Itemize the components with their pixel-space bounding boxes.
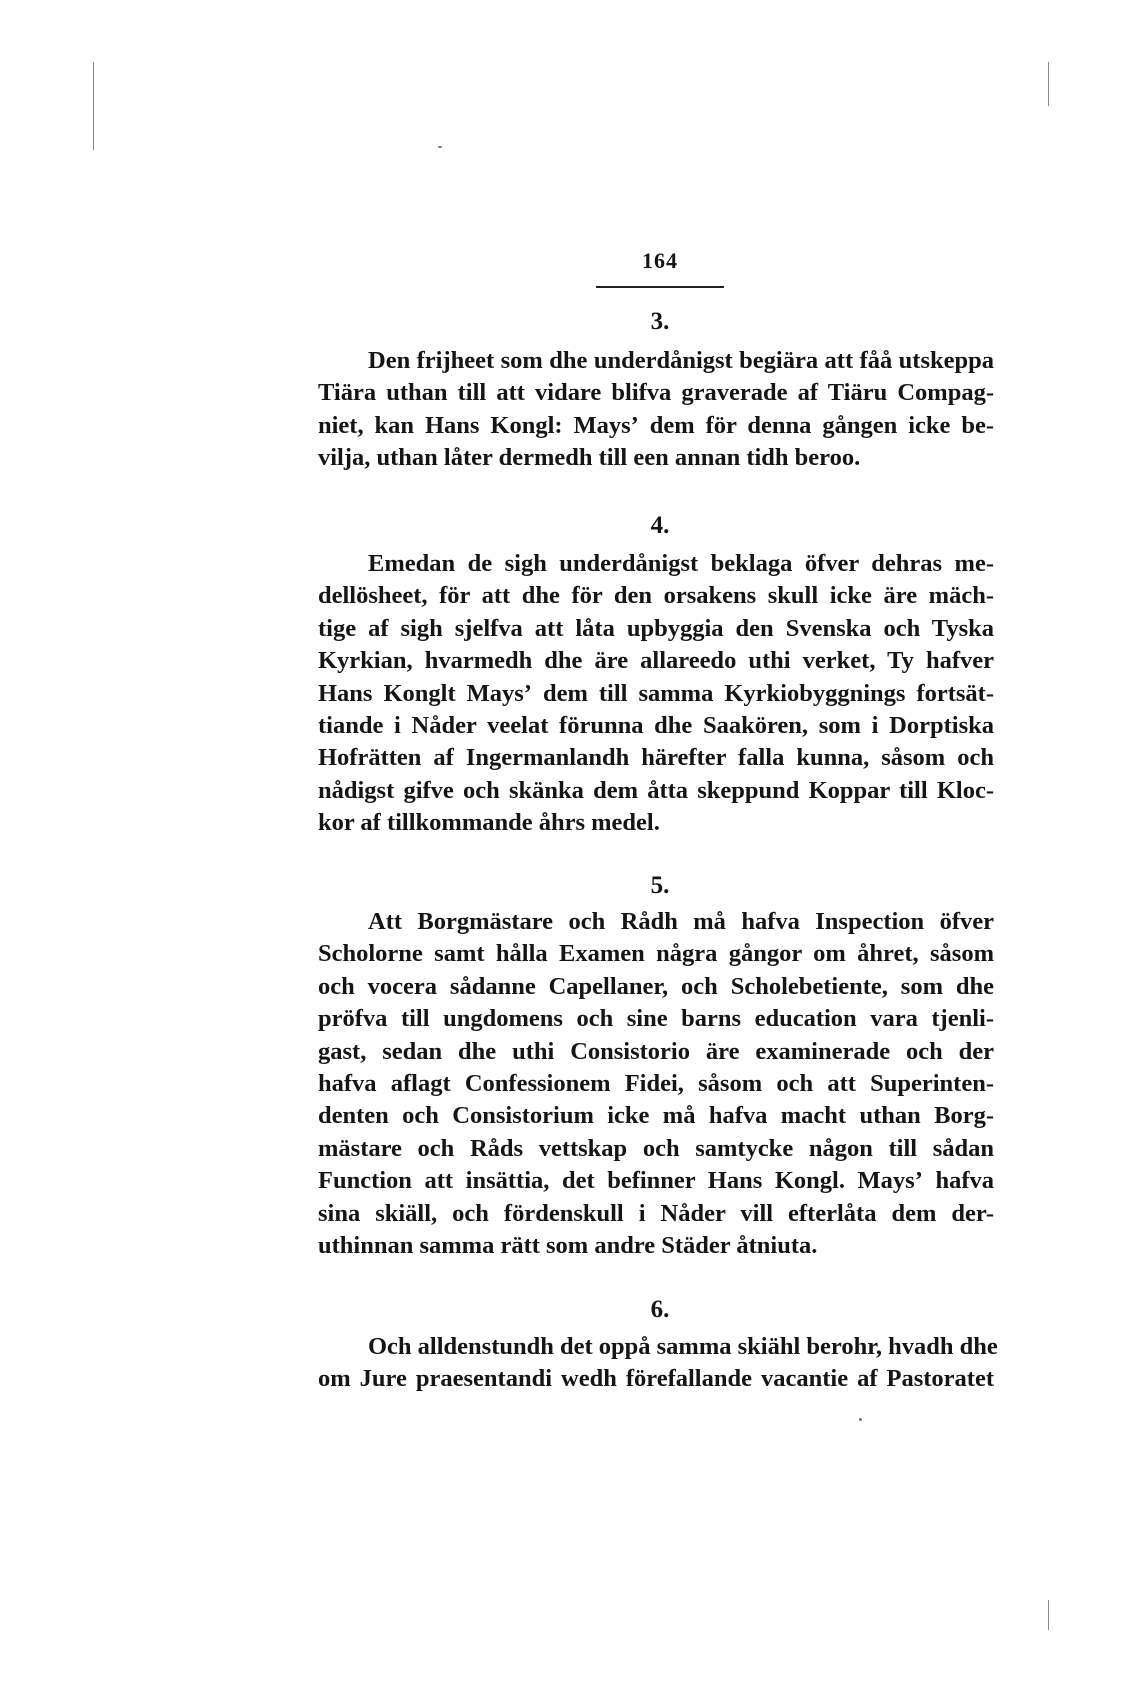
text-line: Den frijheet som dhe underdånigst begiära att fåå utskeppa [368,347,994,374]
text-line: Hofrätten af Ingermanlandh härefter falla kunna, såsom och [318,744,994,772]
text-line: gast, sedan dhe uthi Consistorio äre examinerade och der [318,1037,994,1065]
text-line: dellösheet, för att dhe för den orsakens skull icke äre mäch- [318,582,994,610]
text-line: Tiära uthan till att vidare blifva graverade af Tiäru Compag- [318,379,994,407]
scan-speck [859,1418,862,1421]
text-line: om Jure praesentandi wedh förefallande vacantie af Pastoratet [318,1365,994,1393]
section-number-4: 4. [650,512,670,539]
text-line: denten och Consistorium icke må hafva macht uthan Borg- [318,1102,994,1130]
text-line: pröfva till ungdomens och sine barns education vara tjenli- [318,1005,994,1033]
scan-edge-left [93,62,94,150]
text-line: Kyrkian, hvarmedh dhe äre allareedo uthi verket, Ty hafver [318,647,994,675]
text-line: tige af sigh sjelfva att låta upbyggia den Svenska och Tyska [318,614,994,642]
section-3-paragraph [318,345,994,475]
text-line: Scholorne samt hålla Examen några gångor om åhret, såsom [318,940,994,968]
text-line: sina skiäll, och fördenskull i Nåder vill efterlåta dem der- [318,1199,994,1227]
text-line: Och alldenstundh det oppå samma skiähl berohr, hvadh dhe [368,1333,998,1360]
text-line: uthinnan samma rätt som andre Städer åtniuta. [318,1232,818,1260]
scan-edge-right-top [1048,62,1049,106]
section-6-paragraph [318,1331,998,1396]
section-number-3: 3. [650,308,670,335]
section-number-6: 6. [650,1296,670,1323]
page-number-rule [596,286,724,288]
section-number-5: 5. [650,872,670,899]
scan-edge-right-bottom [1048,1600,1049,1630]
text-line: tiande i Nåder veelat förunna dhe Saakören, som i Dorptiska [318,712,994,740]
text-line: nådigst gifve och skänka dem åtta skeppund Koppar till Kloc- [318,776,994,804]
text-line: kor af tillkommande åhrs medel. [318,809,660,837]
text-line: niet, kan Hans Kongl: Maysʼ dem för denna gången icke be- [318,411,994,439]
text-line: Emedan de sigh underdånigst beklaga öfver dehras me- [368,550,994,577]
text-line: hafva aflagt Confessionem Fidei, såsom och att Superinten- [318,1070,994,1098]
text-line: mästare och Råds vettskap och samtycke någon till sådan [318,1134,994,1162]
scan-speck [438,146,442,148]
text-line: Att Borgmästare och Rådh må hafva Inspection öfver [368,908,994,935]
text-line: Function att insättia, det befinner Hans Kongl. Maysʼ hafva [318,1167,994,1195]
section-5-paragraph [318,906,994,1262]
text-line: vilja, uthan låter dermedh till een annan tidh beroo. [318,444,861,472]
text-line: Hans Konglt Maysʼ dem till samma Kyrkiobyggnings fortsät- [318,679,994,707]
text-line: och vocera sådanne Capellaner, och Scholebetiente, som dhe [318,972,994,1000]
page-number: 164 [642,248,678,273]
section-4-paragraph [318,548,994,840]
